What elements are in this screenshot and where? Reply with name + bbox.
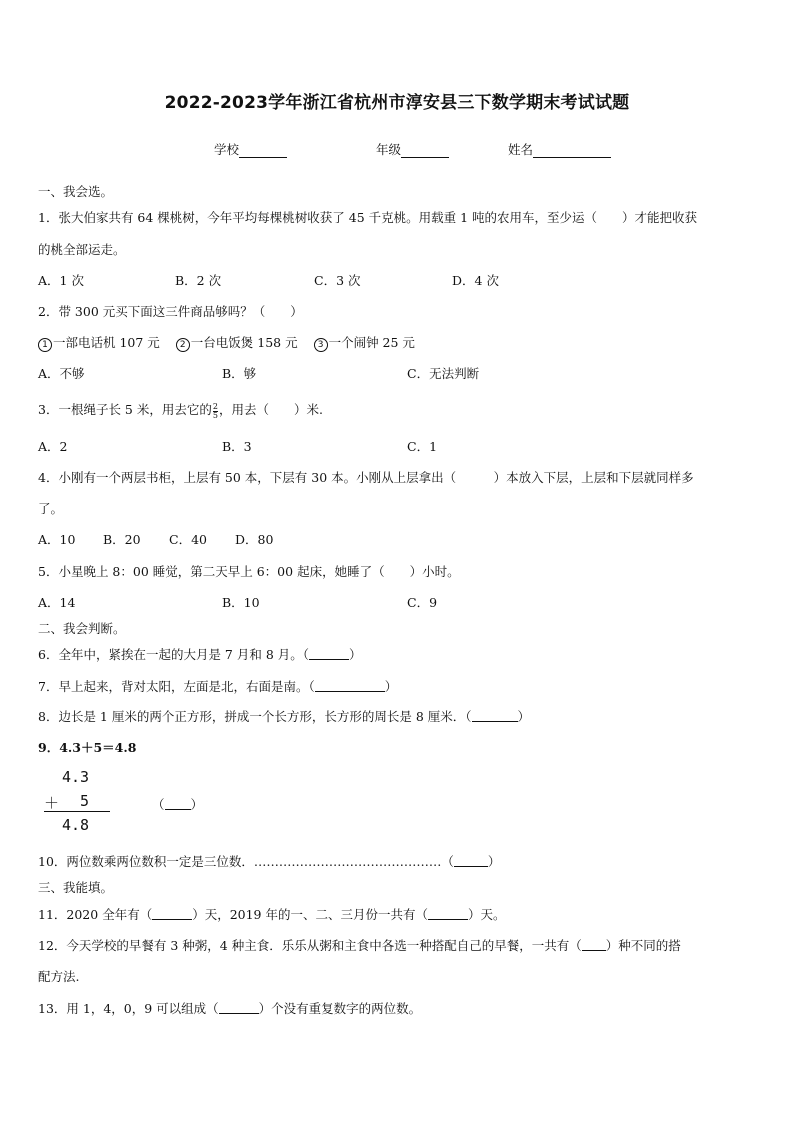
q4-option-b[interactable]: B．20 <box>103 532 141 547</box>
fraction <box>213 403 218 420</box>
q10-end: ） <box>487 854 501 869</box>
q9-paren-open: （ <box>152 797 165 812</box>
plus-sign: ＋ <box>44 794 60 812</box>
q11-blank-1[interactable] <box>152 907 192 920</box>
q7-stem: 7．早上起来，背对太阳，左面是北，右面是南。（ <box>38 679 315 694</box>
vertical-rule <box>44 811 110 812</box>
q3-option-c[interactable]: C．1 <box>407 439 438 454</box>
question-6 <box>38 645 362 663</box>
q12-part-b: ）种不同的搭 <box>605 938 681 953</box>
question-5-stem: 5．小星晚上 8：00 睡觉，第二天早上 6：00 起床，她睡了（ ）小时。 <box>38 564 460 579</box>
q3-post: ，用去（ ）米. <box>218 402 323 417</box>
grade-field[interactable] <box>376 140 449 158</box>
q4-option-a[interactable]: A．10 <box>38 532 76 547</box>
q2-option-b[interactable]: B．够 <box>222 366 257 381</box>
name-blank[interactable] <box>533 144 611 158</box>
item-3-text: 一个闹钟 25 元 <box>328 335 415 350</box>
q1-option-a[interactable]: A．1 次 <box>38 273 84 288</box>
q3-option-a[interactable]: A．2 <box>38 439 68 454</box>
school-label: 学校 <box>214 142 240 157</box>
question-4-line-2: 了。 <box>38 501 64 516</box>
q11-part-b: ）天，2019 年的一、二、三月份一共有（ <box>192 907 428 922</box>
q1-option-d[interactable]: D．4 次 <box>452 273 499 288</box>
q5-option-a[interactable]: A．14 <box>38 595 76 610</box>
item-2-text: 一台电饭煲 158 元 <box>190 335 298 350</box>
school-field[interactable] <box>214 140 287 158</box>
vertical-addition <box>44 764 114 836</box>
section-heading-1: 一、我会选。 <box>38 184 114 199</box>
q13-blank[interactable] <box>219 1001 259 1014</box>
question-12-line-1 <box>38 936 681 954</box>
q8-stem: 8．边长是 1 厘米的两个正方形，拼成一个长方形，长方形的周长是 8 厘米．（ <box>38 709 472 724</box>
q6-end: ） <box>349 647 362 662</box>
question-1-line-2: 的桃全部运走。 <box>38 242 126 257</box>
question-9-stem: 9．4.3＋5＝4.8 <box>38 740 137 755</box>
question-12-line-2: 配方法. <box>38 969 80 984</box>
q2-option-a[interactable]: A．不够 <box>38 366 85 381</box>
q1-option-c[interactable]: C．3 次 <box>314 273 361 288</box>
vertical-result: 4.8 <box>62 816 90 834</box>
grade-label: 年级 <box>376 142 402 157</box>
item-number-3: 3 <box>314 338 328 352</box>
q10-stem: 10．两位数乘两位数积一定是三位数．………………………………………（ <box>38 854 454 869</box>
school-blank[interactable] <box>239 144 287 158</box>
q11-part-c: ）天。 <box>468 907 506 922</box>
q12-part-a: 12．今天学校的早餐有 3 种粥，4 种主食．乐乐从粥和主食中各选一种搭配自己的早餐，一共有（ <box>38 938 582 953</box>
question-2-stem: 2．带 300 元买下面这三件商品够吗？（ ） <box>38 304 303 319</box>
item-number-2: 2 <box>176 338 190 352</box>
name-field[interactable] <box>508 140 611 158</box>
q13-part-a: 13．用 1，4，0，9 可以组成（ <box>38 1001 219 1016</box>
q11-blank-2[interactable] <box>428 907 468 920</box>
section-heading-2: 二、我会判断。 <box>38 621 126 636</box>
q5-option-b[interactable]: B．10 <box>222 595 260 610</box>
q13-part-b: ）个没有重复数字的两位数。 <box>258 1001 422 1016</box>
q4-option-d[interactable]: D．80 <box>235 532 274 547</box>
q1-option-b[interactable]: B．2 次 <box>175 273 222 288</box>
q4-option-c[interactable]: C．40 <box>169 532 207 547</box>
name-label: 姓名 <box>508 142 534 157</box>
q12-blank[interactable] <box>582 938 606 951</box>
question-11 <box>38 905 506 923</box>
question-4-line-1: 4．小刚有一个两层书柜，上层有 50 本，下层有 30 本。小刚从上层拿出（ ）本放入下层，上层和下层就同样多 <box>38 470 694 485</box>
q9-answer <box>152 795 203 813</box>
page-title: 2022-2023学年浙江省杭州市淳安县三下数学期末考试试题 <box>164 93 630 113</box>
q5-option-c[interactable]: C．9 <box>407 595 438 610</box>
q6-stem: 6．全年中，紧挨在一起的大月是 7 月和 8 月。（ <box>38 647 310 662</box>
question-8 <box>38 707 530 725</box>
item-1-text: 一部电话机 107 元 <box>53 335 160 350</box>
q11-part-a: 11．2020 全年有（ <box>38 907 153 922</box>
q2-option-c[interactable]: C．无法判断 <box>407 366 480 381</box>
question-1-line-1: 1．张大伯家共有 64 棵桃树，今年平均每棵桃树收获了 45 千克桃。用载重 1 吨的农用车，至少运（ ）才能把收获 <box>38 210 698 225</box>
question-3-stem <box>38 400 323 420</box>
vertical-top-number: 4.3 <box>62 768 90 786</box>
q6-answer-blank[interactable] <box>309 647 349 660</box>
fraction-denominator: 5 <box>212 411 218 420</box>
grade-blank[interactable] <box>401 144 449 158</box>
vertical-addend: 5 <box>80 792 90 810</box>
q9-answer-blank[interactable] <box>165 797 191 810</box>
question-2-items <box>38 333 415 352</box>
question-10 <box>38 852 500 870</box>
q8-answer-blank[interactable] <box>472 709 518 722</box>
q9-paren-close: ） <box>190 797 204 812</box>
q3-option-b[interactable]: B．3 <box>222 439 252 454</box>
q8-end: ） <box>517 709 531 724</box>
section-heading-3: 三、我能填。 <box>38 880 114 895</box>
item-number-1: 1 <box>38 338 52 352</box>
question-13 <box>38 999 421 1017</box>
q3-pre: 3．一根绳子长 5 米，用去它的 <box>38 402 212 417</box>
question-7 <box>38 677 397 695</box>
fraction-numerator: 2 <box>212 402 218 411</box>
q7-end: ） <box>384 679 398 694</box>
q7-answer-blank[interactable] <box>315 679 385 692</box>
q10-answer-blank[interactable] <box>454 854 488 867</box>
